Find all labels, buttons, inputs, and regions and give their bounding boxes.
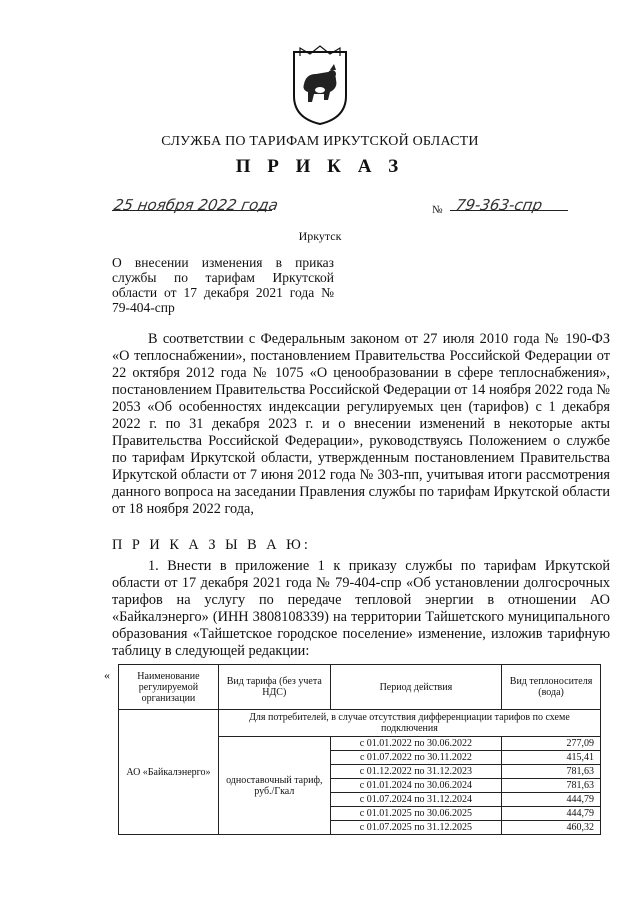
city: Иркутск xyxy=(298,229,342,243)
period-cell: с 01.01.2025 по 30.06.2025 xyxy=(330,807,501,821)
header-carrier: Вид теплоносителя (вода) xyxy=(502,665,601,710)
document-subject: О внесении изменения в приказ службы по тарифам Иркутской области от 17 декабря 2021 года № 79-404-спр xyxy=(112,255,334,315)
org-name-cell: АО «Байкалэнерго» xyxy=(119,710,219,835)
header-org: Наименование регулируемой организации xyxy=(119,665,219,710)
value-cell: 444,79 xyxy=(502,793,601,807)
period-cell: с 01.01.2024 по 30.06.2024 xyxy=(330,779,501,793)
header-period: Период действия xyxy=(330,665,501,710)
table-subheader-row xyxy=(119,710,601,737)
decree-item-1: 1. Внести в приложение 1 к приказу службы по тарифам Иркутской области от 17 декабря 2021 года № 79-404-спр «Об установлении долгосрочных тарифов на услугу по передаче тепловой энергии в отношении АО «Байкалэнерго» (ИНН 3808108339) на территории Тайшетского муниципального образования «Тайшетское городское поселение» изменение, изложив тарифную таблицу в следующей редакции: xyxy=(112,558,610,659)
header-tariff-type: Вид тарифа (без учета НДС) xyxy=(218,665,330,710)
document-title: П Р И К А З xyxy=(235,156,405,177)
period-cell: с 01.07.2022 по 30.11.2022 xyxy=(330,751,501,765)
coat-of-arms-emblem xyxy=(290,44,350,126)
agency-name: СЛУЖБА ПО ТАРИФАМ ИРКУТСКОЙ ОБЛАСТИ xyxy=(161,134,479,149)
value-cell: 277,09 xyxy=(502,737,601,751)
table-header-row xyxy=(119,665,601,710)
decree-heading: П Р И К А З Ы В А Ю: xyxy=(112,537,311,553)
preamble-paragraph: В соответствии с Федеральным законом от 27 июля 2010 года № 190-ФЗ «О теплоснабжении», постановлением Правительства Российской Федерации от 22 октября 2012 года № 1075 «О ценообразовании в сфере теплоснабжения», постановлением Правительства Российской Федерации от 14 ноября 2022 года № 2053 «Об особенностях индексации регулируемых цен (тарифов) с 1 декабря 2022 г. по 31 декабря 2023 г. и о внесении изменений в некоторые акты Правительства Российской Федерации», руководствуясь Положением о службе по тарифам Иркутской области, утвержденным постановлением Правительства Иркутской области от 7 июня 2012 года № 303-пп, учитывая итоги рассмотрения данного вопроса на заседании Правления службы по тарифам Иркутской области от 18 ноября 2022 года, xyxy=(112,331,610,517)
tariff-name-cell: одноставочный тариф, руб./Гкал xyxy=(218,737,330,835)
handwritten-number: 79-363-спр xyxy=(454,196,544,214)
handwritten-date: 25 ноября 2022 года xyxy=(112,196,280,214)
value-cell: 415,41 xyxy=(502,751,601,765)
opening-quote: « xyxy=(104,668,110,682)
tariff-table xyxy=(118,664,601,835)
period-cell: с 01.07.2024 по 31.12.2024 xyxy=(330,793,501,807)
value-cell: 460,32 xyxy=(502,821,601,835)
value-cell: 781,63 xyxy=(502,779,601,793)
period-cell: с 01.12.2022 по 31.12.2023 xyxy=(330,765,501,779)
value-cell: 444,79 xyxy=(502,807,601,821)
value-cell: 781,63 xyxy=(502,765,601,779)
period-cell: с 01.07.2025 по 31.12.2025 xyxy=(330,821,501,835)
number-label: № xyxy=(432,204,443,216)
period-cell: с 01.01.2022 по 30.06.2022 xyxy=(330,737,501,751)
consumer-note-cell: Для потребителей, в случае отсутствия дифференциации тарифов по схеме подключения xyxy=(218,710,600,737)
